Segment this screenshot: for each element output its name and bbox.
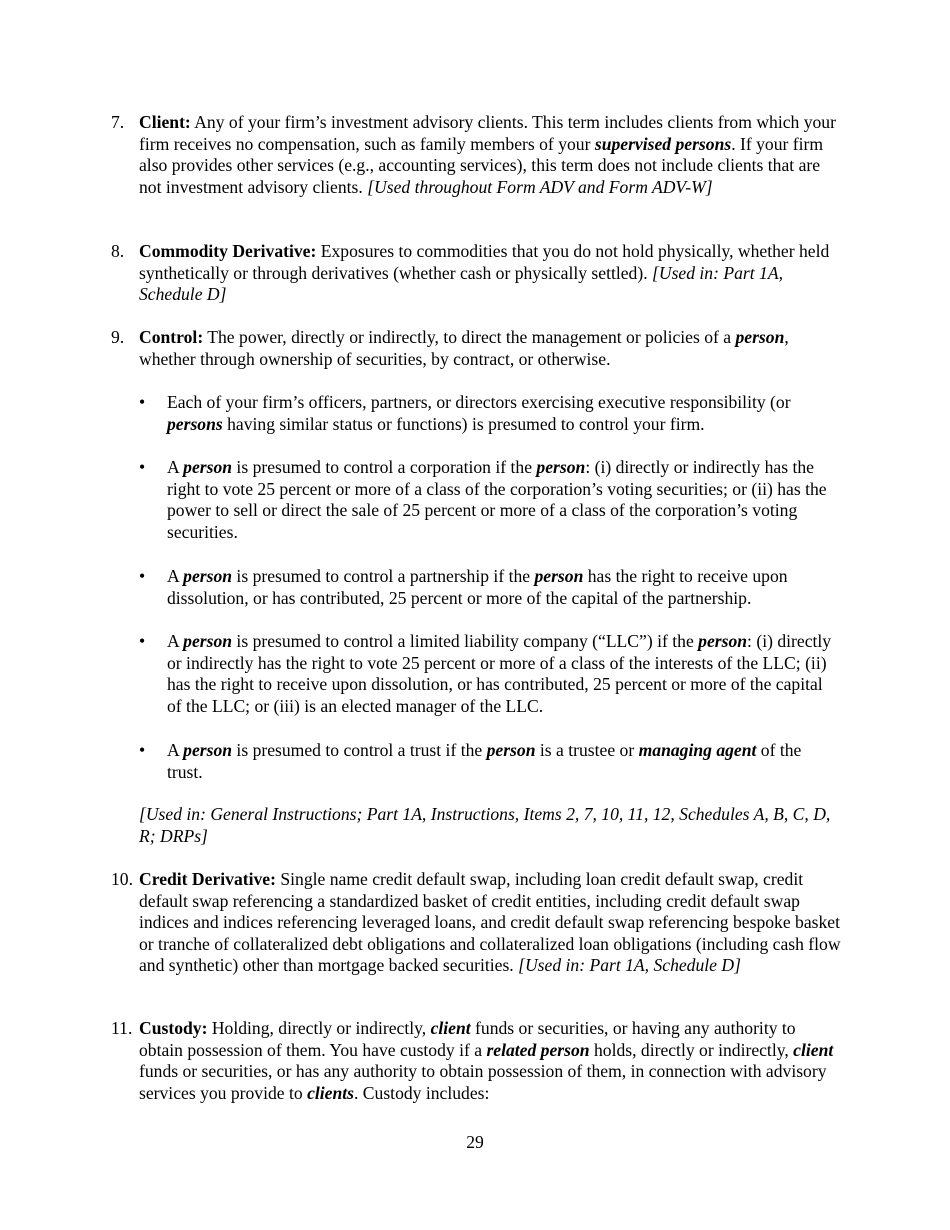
bullet-marker: • bbox=[139, 392, 146, 412]
definition-control bbox=[111, 327, 841, 370]
text-run: is presumed to control a limited liability company (“LLC”) if the bbox=[232, 631, 699, 651]
defined-reference: managing agent bbox=[638, 740, 757, 760]
text-run: of the trust. bbox=[167, 740, 802, 782]
text-run: Holding, directly or indirectly, bbox=[207, 1018, 431, 1038]
text-run: Each of your firm’s officers, partners, or directors exercising executive responsibility (or bbox=[167, 392, 791, 412]
text-run: A bbox=[167, 457, 184, 477]
text-run: : (i) directly or indirectly has the right to vote 25 percent or more of a class of the corporation’s voting securities; or (ii) has the power to sell or direct the sale of 25 percent or more of a class of the corporation’s voting securities. bbox=[167, 457, 827, 542]
item-number: 11. bbox=[111, 1018, 133, 1038]
control-bullet-corporation bbox=[139, 457, 841, 543]
defined-term: Credit Derivative: bbox=[139, 869, 276, 889]
definition-client bbox=[111, 112, 841, 198]
defined-reference: person bbox=[183, 740, 233, 760]
text-run: having similar status or functions) is presumed to control your firm. bbox=[222, 413, 705, 434]
definition-custody bbox=[111, 1018, 841, 1104]
defined-reference: person bbox=[183, 566, 233, 586]
bullet-text bbox=[167, 631, 841, 717]
control-bullet-llc bbox=[139, 631, 841, 717]
definition-text bbox=[139, 112, 841, 198]
item-number: 8. bbox=[111, 241, 125, 261]
defined-term: Control: bbox=[139, 327, 204, 347]
text-run: : (i) directly or indirectly has the right to vote 25 percent or more of a class of the interests of the LLC; (ii) has the right to receive upon dissolution, or has contributed, 25 percent or more of the capital of the LLC; or (iii) is an elected manager of the LLC. bbox=[167, 631, 832, 716]
text-run: , whether through ownership of securities, by contract, or otherwise. bbox=[139, 327, 789, 369]
text-run: is a trustee or bbox=[535, 740, 639, 760]
usage-note: [Used in: Part 1A, Schedule D] bbox=[139, 262, 783, 305]
bullet-marker: • bbox=[139, 631, 146, 651]
text-run: is presumed to control a trust if the bbox=[232, 740, 487, 760]
text-run: holds, directly or indirectly, bbox=[589, 1039, 794, 1060]
item-number: 9. bbox=[111, 327, 125, 347]
control-used-note: [Used in: General Instructions; Part 1A, Instructions, Items 2, 7, 10, 11, 12, Schedules A, B, C, D, R; DRPs] bbox=[139, 804, 831, 846]
defined-term: Commodity Derivative: bbox=[139, 241, 317, 261]
definition-text bbox=[139, 869, 841, 977]
definition-commodity-derivative bbox=[111, 241, 841, 306]
text-run: Any of your firm’s investment advisory clients. This term includes clients from which your firm receives no compensation, such as family members of your bbox=[139, 112, 836, 154]
text-run: is presumed to control a partnership if the bbox=[232, 566, 535, 586]
control-bullet-trust bbox=[139, 740, 841, 783]
defined-term: Client: bbox=[139, 112, 191, 132]
defined-reference: clients bbox=[307, 1082, 354, 1103]
text-run: A bbox=[167, 740, 184, 760]
bullet-text bbox=[167, 566, 841, 609]
defined-reference: person bbox=[735, 327, 785, 347]
usage-note: [Used throughout Form ADV and Form ADV-W] bbox=[367, 176, 713, 197]
definition-text bbox=[139, 1018, 841, 1104]
item-number: 10. bbox=[111, 869, 133, 889]
item-number: 7. bbox=[111, 112, 125, 132]
defined-reference: person bbox=[183, 457, 233, 477]
defined-reference: person bbox=[183, 631, 233, 651]
bullet-text bbox=[167, 740, 841, 783]
definition-text bbox=[139, 327, 841, 370]
defined-reference: related person bbox=[486, 1039, 590, 1060]
defined-reference: person bbox=[534, 566, 584, 586]
text-run: Single name credit default swap, including loan credit default swap, credit default swap referencing a standardized basket of credit entities, including credit default swap indices and indices referencing leveraged loans, and credit default swap referencing bespoke basket or tranche of collateralized debt obligations and collateralized loan obligations (including cash flow and synthetic) other than mortgage backed securities. bbox=[139, 869, 841, 976]
defined-reference: person bbox=[486, 740, 536, 760]
usage-note: [Used in: Part 1A, Schedule D] bbox=[518, 955, 741, 976]
control-bullet-officers bbox=[139, 392, 841, 435]
defined-term: Custody: bbox=[139, 1018, 208, 1038]
bullet-marker: • bbox=[139, 740, 146, 760]
text-run: is presumed to control a corporation if the bbox=[232, 457, 537, 477]
defined-reference: supervised persons bbox=[594, 133, 732, 154]
text-run: has the right to receive upon dissolution, or has contributed, 25 percent or more of the capital of the partnership. bbox=[167, 566, 788, 608]
definition-credit-derivative bbox=[111, 869, 841, 977]
defined-reference: client bbox=[793, 1039, 834, 1060]
text-run: The power, directly or indirectly, to direct the management or policies of a bbox=[203, 327, 736, 347]
bullet-text bbox=[167, 392, 841, 435]
text-run: . Custody includes: bbox=[354, 1082, 490, 1103]
defined-reference: persons bbox=[167, 413, 223, 434]
bullet-marker: • bbox=[139, 566, 146, 586]
text-run: Exposures to commodities that you do not hold physically, whether held synthetically or through derivatives (whether cash or physically settled). bbox=[139, 241, 830, 283]
text-run: A bbox=[167, 631, 184, 651]
text-run: . If your firm also provides other services (e.g., accounting services), this term does not include clients that are not investment advisory clients. bbox=[139, 133, 824, 197]
bullet-text bbox=[167, 457, 841, 543]
text-run: funds or securities, or having any authority to obtain possession of them. You have custody if a bbox=[139, 1018, 796, 1060]
control-bullet-partnership bbox=[139, 566, 841, 609]
text-run: funds or securities, or has any authority to obtain possession of them, in connection with advisory services you provide to bbox=[139, 1061, 827, 1103]
page-number: 29 bbox=[466, 1132, 484, 1152]
defined-reference: person bbox=[536, 457, 586, 477]
defined-reference: person bbox=[698, 631, 748, 651]
definition-text bbox=[139, 241, 841, 306]
bullet-marker: • bbox=[139, 457, 146, 477]
text-run: A bbox=[167, 566, 184, 586]
defined-reference: client bbox=[430, 1018, 471, 1038]
